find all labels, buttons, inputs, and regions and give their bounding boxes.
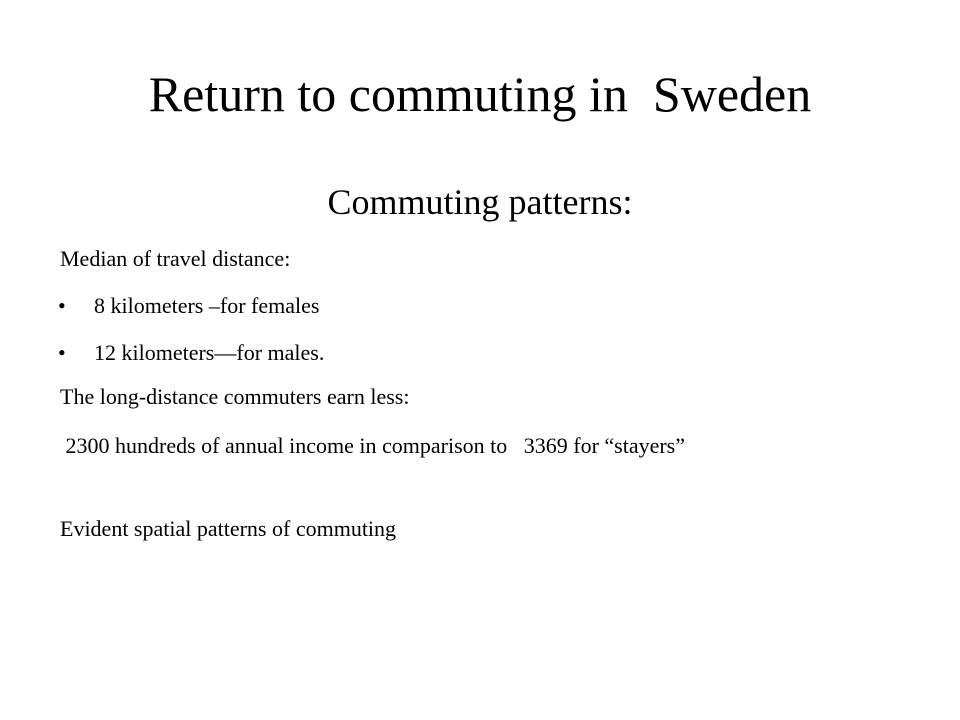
bullet-icon: • xyxy=(58,293,66,318)
bullet-text-males: 12 kilometers—for males. xyxy=(94,340,325,365)
slide-subtitle: Commuting patterns: xyxy=(327,182,633,222)
bullet-icon: • xyxy=(58,340,66,365)
median-heading: Median of travel distance: xyxy=(60,246,291,271)
earnings-heading: The long-distance commuters earn less: xyxy=(60,384,410,409)
bullet-text-females: 8 kilometers –for females xyxy=(94,293,320,318)
spatial-patterns-line: Evident spatial patterns of commuting xyxy=(60,516,397,541)
income-comparison: 2300 hundreds of annual income in comparison to 3369 for “stayers” xyxy=(60,433,686,458)
slide-title: Return to commuting in Sweden xyxy=(148,66,812,122)
